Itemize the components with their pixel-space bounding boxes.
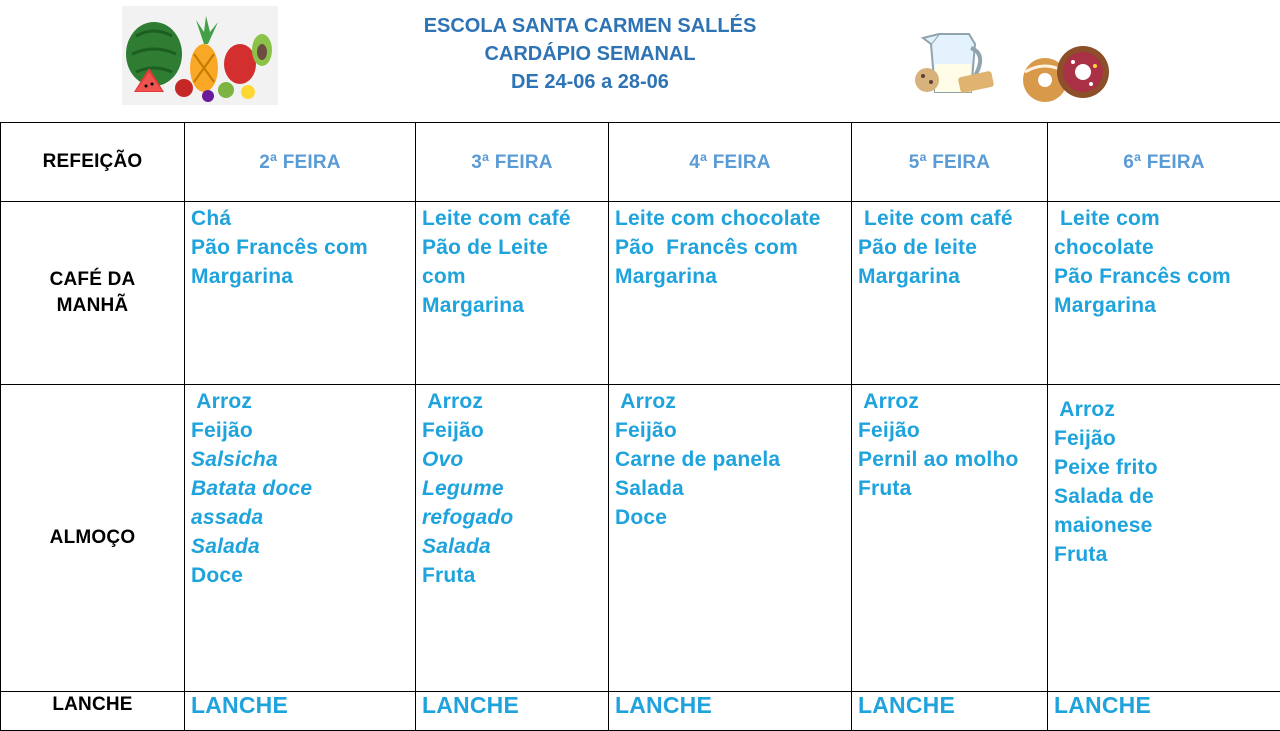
lunch-wednesday: Arroz Feijão Carne de panela Salada Doce: [609, 385, 852, 692]
lunch-label: ALMOÇO: [1, 385, 185, 692]
menu-title: CARDÁPIO SEMANAL: [290, 40, 890, 68]
day-header-friday: 6ª FEIRA: [1048, 123, 1280, 202]
breakfast-monday: Chá Pão Francês com Margarina: [185, 202, 416, 385]
breakfast-label: CAFÉ DA MANHÃ: [1, 202, 185, 385]
snack-wednesday: LANCHE: [609, 692, 852, 731]
weekly-menu-table: [0, 122, 1280, 731]
meal-column-header: REFEIÇÃO: [1, 123, 185, 202]
lunch-row: [1, 385, 1280, 692]
day-header-wednesday: 4ª FEIRA: [609, 123, 852, 202]
lunch-monday: Arroz Feijão Salsicha Batata doce assada Salada Doce: [185, 385, 416, 692]
header-row: [1, 123, 1280, 202]
day-header-thursday: 5ª FEIRA: [852, 123, 1048, 202]
date-range: DE 24-06 a 28-06: [290, 68, 890, 96]
snack-thursday: LANCHE: [852, 692, 1048, 731]
menu-header: [290, 12, 890, 96]
lunch-thursday: Arroz Feijão Pernil ao molho Fruta: [852, 385, 1048, 692]
snack-monday: LANCHE: [185, 692, 416, 731]
day-header-tuesday: 3ª FEIRA: [416, 123, 609, 202]
snack-row: [1, 692, 1280, 731]
day-header-monday: 2ª FEIRA: [185, 123, 416, 202]
school-name: ESCOLA SANTA CARMEN SALLÉS: [290, 12, 890, 40]
snack-tuesday: LANCHE: [416, 692, 609, 731]
snack-friday: LANCHE: [1048, 692, 1280, 731]
breakfast-tuesday: Leite com café Pão de Leite com Margarina: [416, 202, 609, 385]
lunch-friday: Arroz Feijão Peixe frito Salada de maionese Fruta: [1048, 385, 1280, 692]
breakfast-image: [905, 14, 1115, 110]
snack-label: LANCHE: [1, 692, 185, 731]
breakfast-friday: Leite com chocolate Pão Francês com Margarina: [1048, 202, 1280, 385]
breakfast-thursday: Leite com café Pão de leite Margarina: [852, 202, 1048, 385]
breakfast-row: [1, 202, 1280, 385]
lunch-tuesday: Arroz Feijão Ovo Legume refogado Salada Fruta: [416, 385, 609, 692]
breakfast-wednesday: Leite com chocolate Pão Francês com Margarina: [609, 202, 852, 385]
fruits-image: [122, 6, 278, 105]
